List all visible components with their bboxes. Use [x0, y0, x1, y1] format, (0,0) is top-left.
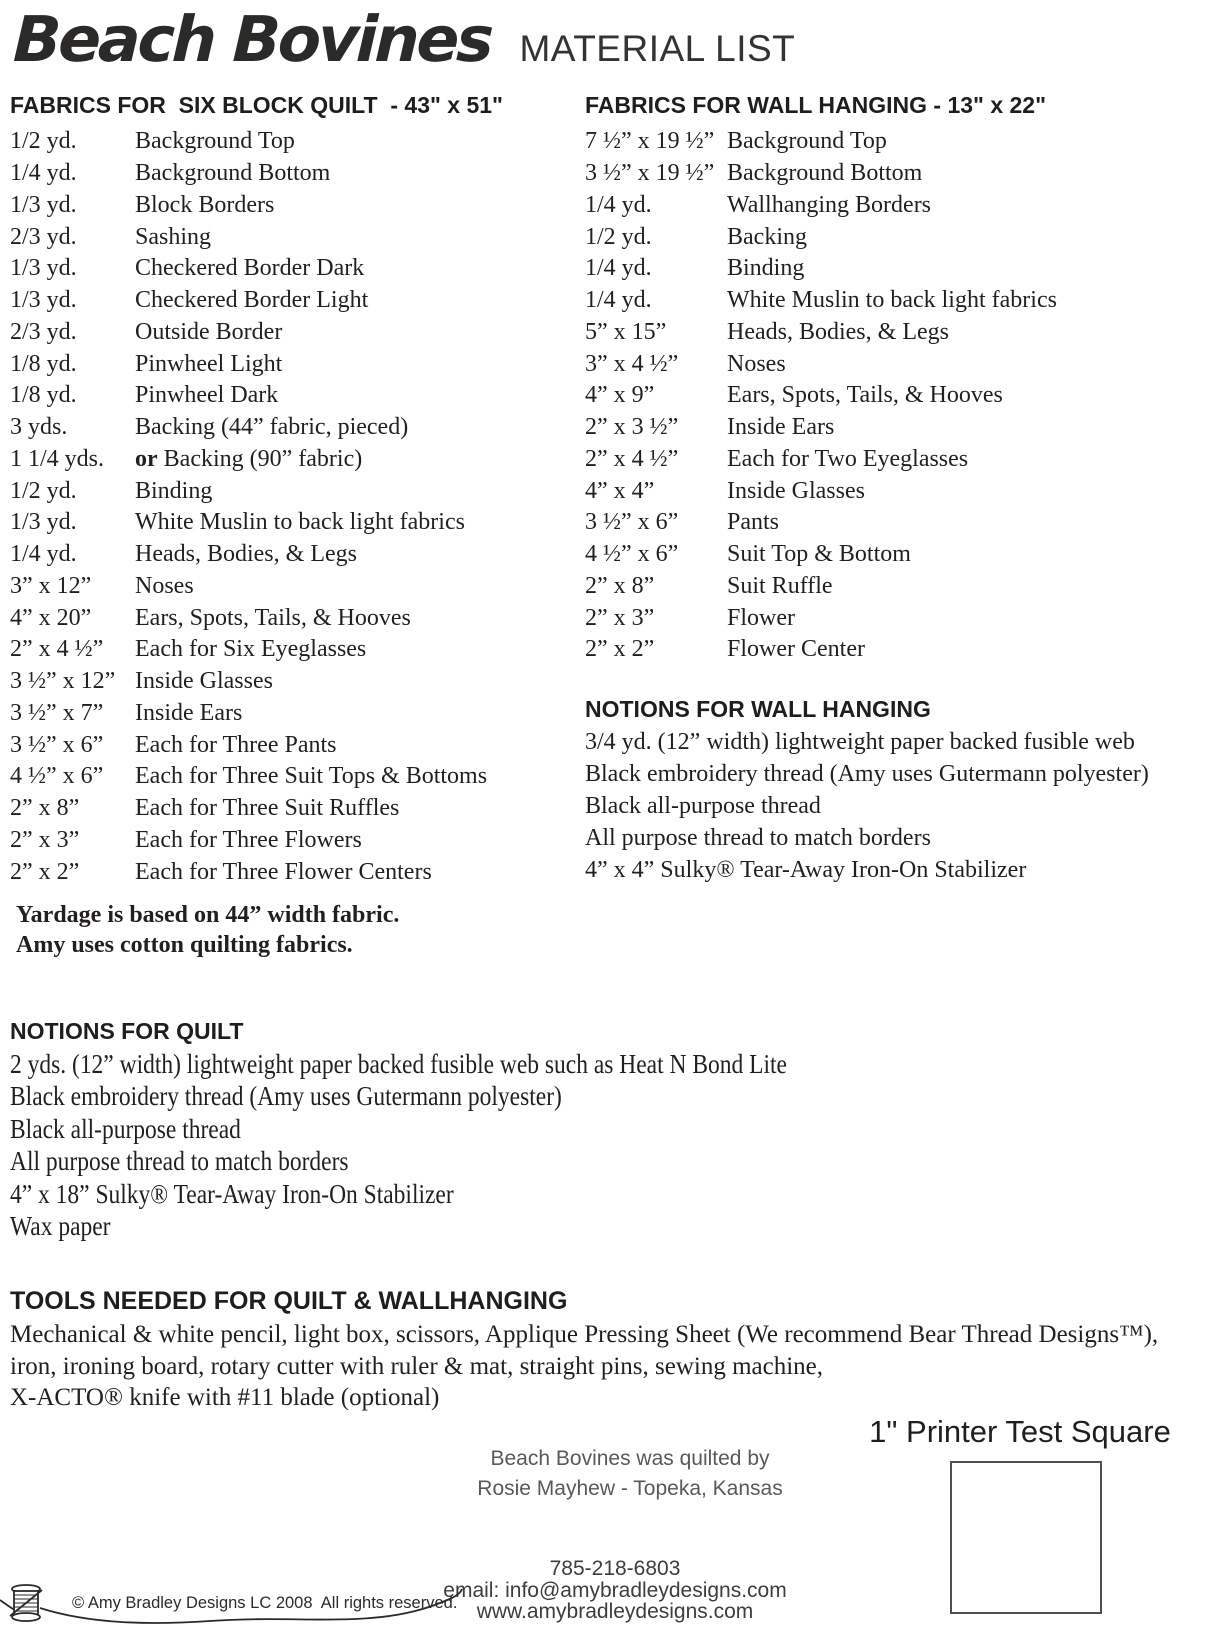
fabric-quantity: 4 ½” x 6”	[10, 763, 104, 790]
fabric-quantity: 1/8 yd.	[10, 382, 77, 409]
fabric-row	[10, 190, 580, 222]
fabric-description-text: Flower	[727, 604, 795, 631]
fabric-row	[10, 761, 580, 793]
quilted-by-line-1: Beach Bovines was quilted by	[490, 1447, 770, 1470]
fabric-description	[727, 351, 786, 378]
notion-item: Black all-purpose thread	[10, 1113, 241, 1144]
quilt-notions-header: NOTIONS FOR QUILT	[10, 1018, 244, 1044]
fabric-description-text: Suit Top & Bottom	[727, 541, 911, 568]
notion-item: All purpose thread to match borders	[10, 1146, 349, 1177]
fabric-description-text: Binding	[135, 477, 213, 504]
fabric-quantity: 2” x 3”	[10, 826, 80, 853]
fabric-row	[585, 221, 1214, 253]
fabric-row	[585, 126, 1214, 158]
fabric-quantity: 3” x 4 ½”	[585, 350, 679, 377]
fabric-quantity: 3 ½” x 19 ½”	[585, 160, 715, 187]
fabric-description	[135, 573, 194, 600]
fabric-row	[10, 412, 580, 444]
fabric-description-text: Noses	[727, 350, 786, 377]
fabric-row	[585, 634, 1214, 666]
fabric-row	[10, 825, 580, 857]
fabric-description	[727, 414, 834, 441]
fabric-quantity: 5” x 15”	[585, 318, 667, 345]
quilted-by-line-2: Rosie Mayhew - Topeka, Kansas	[477, 1477, 783, 1500]
fabric-description	[727, 287, 1057, 314]
fabric-row	[585, 539, 1214, 571]
fabric-row	[10, 285, 580, 317]
fabric-quantity: 3 ½” x 6”	[10, 731, 104, 758]
fabric-description-text: Flower Center	[727, 636, 865, 663]
fabric-quantity: 1/2 yd.	[585, 223, 652, 250]
fabric-description-text: Pinwheel Dark	[135, 382, 279, 409]
fabric-description-bold: or	[135, 445, 158, 472]
fabric-description	[727, 573, 833, 600]
fabric-description	[135, 414, 408, 441]
fabric-description	[135, 478, 212, 505]
fabric-row	[10, 507, 580, 539]
fabric-description	[135, 509, 465, 536]
quilt-notions-section	[10, 1018, 1210, 1242]
fabric-row	[585, 158, 1214, 190]
fabric-quantity: 1/4 yd.	[585, 191, 652, 218]
fabric-row	[585, 190, 1214, 222]
quilted-by-credit	[420, 1444, 840, 1504]
fabric-description-text: Ears, Spots, Tails, & Hooves	[727, 382, 1003, 409]
fabric-quantity: 1/4 yd.	[585, 287, 652, 314]
wall-fabrics-list	[585, 126, 1214, 666]
fabric-description	[727, 541, 911, 568]
fabric-description	[135, 446, 362, 473]
fabric-description-text: Inside Ears	[727, 414, 835, 441]
fabric-row	[585, 253, 1214, 285]
fabric-description	[727, 192, 931, 219]
fabric-quantity: 3 ½” x 12”	[10, 668, 116, 695]
fabric-description	[135, 160, 330, 187]
fabric-row	[10, 793, 580, 825]
fabric-description-text: Background Bottom	[727, 160, 923, 187]
fabric-row	[10, 444, 580, 476]
fabric-description	[135, 795, 399, 822]
fabric-description	[727, 446, 968, 473]
fabric-quantity: 2” x 3 ½”	[585, 414, 679, 441]
fabric-description	[135, 319, 282, 346]
fabric-quantity: 4 ½” x 6”	[585, 541, 679, 568]
fabric-quantity: 1 1/4 yds.	[10, 445, 105, 472]
yardage-notes	[10, 900, 580, 960]
fabric-quantity: 7 ½” x 19 ½”	[585, 128, 715, 155]
fabric-quantity: 2” x 2”	[585, 636, 655, 663]
fabric-description-text: Inside Glasses	[135, 668, 273, 695]
fabric-description-text: Each for Three Pants	[135, 731, 337, 758]
fabric-row	[585, 475, 1214, 507]
fabric-description-text: White Muslin to back light fabrics	[727, 287, 1057, 314]
fabric-quantity: 1/4 yd.	[10, 160, 77, 187]
quilt-notions-list	[10, 1048, 1210, 1242]
fabric-quantity: 1/3 yd.	[10, 287, 77, 314]
fabric-row	[10, 158, 580, 190]
wall-fabrics-section	[585, 92, 1214, 886]
fabric-quantity: 2” x 8”	[10, 795, 80, 822]
fabric-description-text: Heads, Bodies, & Legs	[727, 318, 949, 345]
fabric-description-text: Outside Border	[135, 318, 283, 345]
printer-test-square	[950, 1461, 1102, 1614]
fabric-description-text: Binding	[727, 255, 805, 282]
fabric-description	[727, 160, 922, 187]
notion-item: 4” x 18” Sulky® Tear-Away Iron-On Stabilizer	[10, 1178, 454, 1209]
fabric-description-text: Each for Two Eyeglasses	[727, 445, 969, 472]
tools-line: X-ACTO® knife with #11 blade (optional)	[10, 1384, 440, 1411]
fabric-description	[727, 605, 795, 632]
fabric-description	[135, 700, 242, 727]
tools-line: Mechanical & white pencil, light box, scissors, Applique Pressing Sheet (We recommend Bear Thread Designs™),	[10, 1321, 1159, 1348]
wall-notions-section	[585, 696, 1214, 886]
quilt-fabrics-header: FABRICS FOR SIX BLOCK QUILT - 43" x 51"	[10, 92, 503, 118]
fabric-description	[135, 732, 336, 759]
notion-item: 4” x 4” Sulky® Tear-Away Iron-On Stabilizer	[585, 856, 1027, 883]
tools-section	[10, 1286, 1214, 1414]
brand-title: Beach Bovines	[12, 3, 493, 76]
fabric-row	[10, 253, 580, 285]
email-address: email: info@amybradleydesigns.com	[443, 1578, 787, 1602]
tools-list	[10, 1319, 1214, 1414]
fabric-row	[585, 285, 1214, 317]
fabric-row	[10, 475, 580, 507]
fabric-row	[10, 539, 580, 571]
fabric-description	[135, 224, 211, 251]
notion-item: Black all-purpose thread	[585, 792, 821, 819]
fabric-description-text: Checkered Border Light	[135, 287, 369, 314]
quilt-fabrics-list	[10, 126, 580, 888]
fabric-description	[135, 351, 282, 378]
fabric-description-text: Background Top	[135, 128, 295, 155]
fabric-quantity: 2/3 yd.	[10, 318, 77, 345]
fabric-quantity: 3 ½” x 6”	[585, 509, 679, 536]
fabric-quantity: 1/3 yd.	[10, 509, 77, 536]
fabric-description-text: Each for Three Suit Tops & Bottoms	[135, 763, 488, 790]
fabric-description-text: Background Top	[727, 128, 887, 155]
fabric-quantity: 1/4 yd.	[10, 541, 77, 568]
fabric-quantity: 4” x 20”	[10, 604, 92, 631]
fabric-quantity: 4” x 9”	[585, 382, 655, 409]
fabric-quantity: 3” x 12”	[10, 572, 92, 599]
fabric-description	[135, 859, 432, 886]
fabric-row	[10, 634, 580, 666]
fabric-row	[10, 380, 580, 412]
fabric-description	[727, 636, 865, 663]
fabric-description	[135, 763, 487, 790]
notion-item: 2 yds. (12” width) lightweight paper backed fusible web such as Heat N Bond Lite	[10, 1049, 787, 1079]
fabric-description	[135, 287, 368, 314]
fabric-quantity: 2/3 yd.	[10, 223, 77, 250]
fabric-row	[585, 317, 1214, 349]
fabric-description-text: Each for Three Suit Ruffles	[135, 795, 400, 822]
page-title: MATERIAL LIST	[519, 28, 796, 69]
fabric-description	[135, 128, 295, 155]
masthead	[12, 0, 795, 80]
fabric-description	[727, 319, 949, 346]
fabric-description-text: Suit Ruffle	[727, 572, 833, 599]
fabric-description-text: Each for Six Eyeglasses	[135, 636, 367, 663]
fabric-row	[10, 317, 580, 349]
yardage-note-1: Yardage is based on 44” width fabric.	[16, 902, 400, 928]
fabric-description-text: Sashing	[135, 223, 212, 250]
fabric-row	[10, 126, 580, 158]
fabric-row	[10, 729, 580, 761]
quilt-fabrics-section	[10, 92, 580, 960]
notion-item: 3/4 yd. (12” width) lightweight paper backed fusible web	[585, 728, 1135, 755]
fabric-description	[727, 128, 887, 155]
fabric-description-text: White Muslin to back light fabrics	[135, 509, 465, 536]
fabric-quantity: 3 yds.	[10, 414, 68, 441]
fabric-description-text: Backing	[727, 223, 807, 250]
fabric-quantity: 2” x 8”	[585, 572, 655, 599]
fabric-row	[585, 571, 1214, 603]
fabric-quantity: 2” x 3”	[585, 604, 655, 631]
fabric-description	[727, 255, 804, 282]
fabric-row	[10, 571, 580, 603]
wall-notions-list	[585, 726, 1214, 886]
fabric-row	[585, 507, 1214, 539]
notion-item: Black embroidery thread (Amy uses Gutermann polyester)	[585, 760, 1149, 787]
fabric-row	[10, 221, 580, 253]
tools-header: TOOLS NEEDED FOR QUILT & WALLHANGING	[10, 1287, 568, 1315]
fabric-description	[135, 668, 273, 695]
notion-item: Wax paper	[10, 1211, 111, 1242]
notion-item: Black embroidery thread (Amy uses Gutermann polyester)	[10, 1081, 562, 1112]
fabric-description	[135, 382, 278, 409]
fabric-row	[585, 412, 1214, 444]
fabric-description-text: Heads, Bodies, & Legs	[135, 541, 357, 568]
fabric-description-text: Wallhanging Borders	[727, 191, 932, 218]
fabric-row	[10, 856, 580, 888]
fabric-description-text: Pants	[727, 509, 780, 536]
fabric-description-text: Each for Three Flowers	[135, 826, 362, 853]
fabric-description-text: Inside Glasses	[727, 477, 865, 504]
fabric-description	[135, 192, 274, 219]
fabric-description	[727, 478, 865, 505]
fabric-row	[585, 444, 1214, 476]
fabric-description-text: Checkered Border Dark	[135, 255, 365, 282]
fabric-quantity: 2” x 4 ½”	[10, 636, 104, 663]
fabric-description	[135, 605, 411, 632]
fabric-quantity: 1/3 yd.	[10, 255, 77, 282]
fabric-row	[585, 380, 1214, 412]
fabric-description	[727, 382, 1003, 409]
fabric-quantity: 4” x 4”	[585, 477, 655, 504]
fabric-row	[585, 602, 1214, 634]
fabric-quantity: 1/3 yd.	[10, 191, 77, 218]
tools-line: iron, ironing board, rotary cutter with ruler & mat, straight pins, sewing machine,	[10, 1352, 824, 1380]
fabric-description-text: Ears, Spots, Tails, & Hooves	[135, 604, 411, 631]
fabric-quantity: 1/2 yd.	[10, 128, 77, 155]
wall-notions-header: NOTIONS FOR WALL HANGING	[585, 695, 931, 722]
fabric-quantity: 1/2 yd.	[10, 477, 77, 504]
fabric-description-text: Inside Ears	[135, 699, 243, 726]
fabric-description	[135, 541, 357, 568]
fabric-description	[727, 509, 779, 536]
fabric-description-text: Background Bottom	[135, 160, 331, 187]
fabric-description-text: Pinwheel Light	[135, 350, 283, 377]
fabric-description-text: Noses	[135, 572, 194, 599]
fabric-description-text: Block Borders	[135, 191, 275, 218]
yardage-note-2: Amy uses cotton quilting fabrics.	[16, 932, 353, 958]
fabric-row	[10, 348, 580, 380]
fabric-quantity: 2” x 2”	[10, 858, 80, 885]
fabric-quantity: 1/8 yd.	[10, 350, 77, 377]
copyright-text: © Amy Bradley Designs LC 2008 All rights reserved.	[72, 1594, 458, 1612]
fabric-row	[10, 666, 580, 698]
fabric-quantity: 1/4 yd.	[585, 255, 652, 282]
notion-item: All purpose thread to match borders	[585, 824, 931, 851]
fabric-description-text: Each for Three Flower Centers	[135, 858, 432, 885]
fabric-description	[135, 827, 362, 854]
website-url: www.amybradleydesigns.com	[476, 1600, 754, 1623]
fabric-description-text: Backing (44” fabric, pieced)	[135, 414, 409, 441]
fabric-description	[135, 636, 366, 663]
fabric-row	[10, 602, 580, 634]
fabric-description-text: Backing (90” fabric)	[157, 445, 363, 472]
fabric-description	[727, 224, 807, 251]
printer-test-label: 1" Printer Test Square	[869, 1414, 1171, 1449]
fabric-quantity: 3 ½” x 7”	[10, 699, 104, 726]
fabric-row	[10, 698, 580, 730]
fabric-row	[585, 348, 1214, 380]
fabric-description	[135, 255, 364, 282]
fabric-quantity: 2” x 4 ½”	[585, 445, 679, 472]
wall-fabrics-header: FABRICS FOR WALL HANGING - 13" x 22"	[585, 92, 1046, 118]
phone-number: 785-218-6803	[549, 1557, 681, 1580]
